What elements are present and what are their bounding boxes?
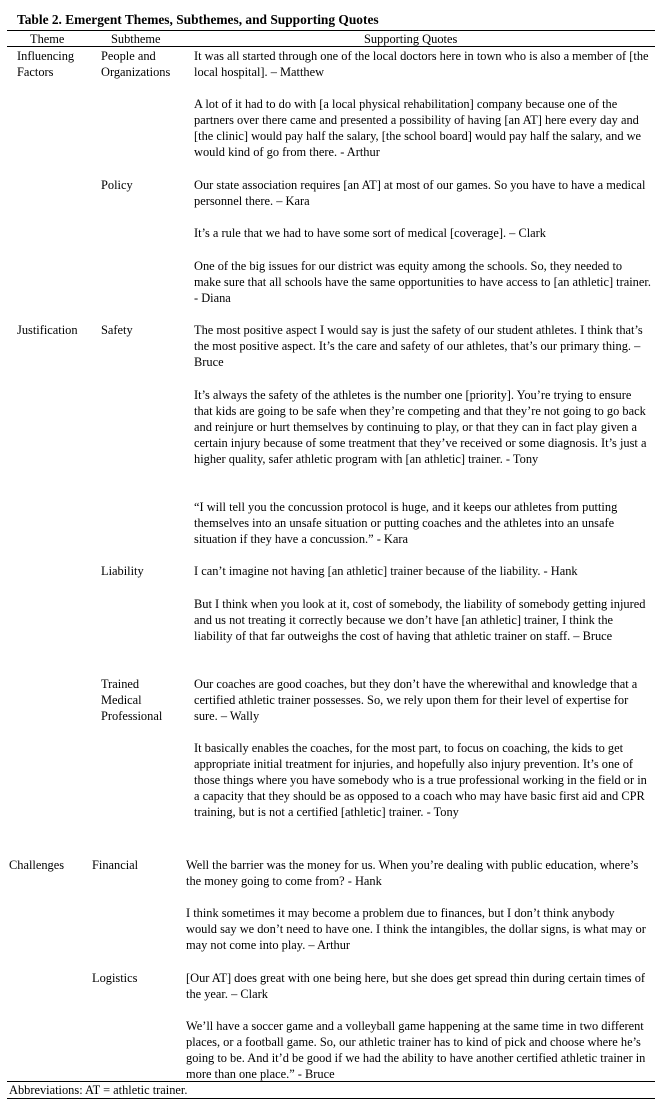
subtheme-cell: People and Organizations: [101, 49, 171, 79]
quote-paragraph: The most positive aspect I would say is just the safety of our student athletes. I think that’s the most positive aspect. It’s the care and safety of our athletes, that’s our primary thing. – Bruce: [194, 323, 643, 369]
header-bottom-rule: [7, 46, 655, 47]
subtheme-cell: Policy: [101, 178, 133, 192]
table-bottom-rule: [7, 1081, 655, 1082]
quote-paragraph: Our state association requires [an AT] at most of our games. So you have to have a medical personnel there. – Kara: [194, 178, 646, 208]
quote-paragraph: Our coaches are good coaches, but they don’t have the wherewithal and knowledge that a certified athletic trainer possesses. So, we rely upon them for their level of expertise for sure. – Wally: [194, 677, 638, 723]
quote-paragraph: “I will tell you the concussion protocol is huge, and it keeps our athletes from putting themselves into an unsafe situation or putting coaches and the athletes into an unsafe situation if they have a concussion.” - Kara: [194, 500, 618, 546]
quote-paragraph: [Our AT] does great with one being here, but she does get spread thin during certain times of the year. – Clark: [186, 971, 646, 1001]
table-top-rule: [7, 30, 655, 31]
quote-paragraph: One of the big issues for our district was equity among the schools. So, they needed to make sure that all schools have the same opportunities to have access to [an athletic] trainer. - Diana: [194, 259, 651, 305]
quote-paragraph: It was all started through one of the local doctors here in town who is also a member of [the local hospital]. – Matthew: [194, 49, 649, 79]
theme-cell: Challenges: [9, 858, 65, 872]
quote-paragraph: But I think when you look at it, cost of somebody, the liability of somebody getting injured and us not treating it correctly because we don’t have [an athletic] trainer, I think the liability of that far outweighs the cost of having that athletic trainer on staff. – Bruce: [194, 597, 646, 643]
header-theme: Theme: [30, 32, 65, 46]
subtheme-cell: Liability: [101, 564, 144, 578]
quote-paragraph: It’s always the safety of the athletes is the number one [priority]. You’re trying to ensure that kids are going to be safe when they’re competing and that they’re not going to go back and reinjure or hurt themselves by continuing to play, or that they can in fact play given a certain injury because of some treatment that they’ve received or some diagnosis. It’s just a higher quality, safer athletic program with [an athletic] trainer. - Tony: [194, 388, 647, 466]
subtheme-cell: Logistics: [92, 971, 138, 985]
table-title: Table 2. Emergent Themes, Subthemes, and Supporting Quotes: [17, 12, 379, 27]
quote-paragraph: We’ll have a soccer game and a volleyball game happening at the same time in two different places, or a football game. So, our athletic trainer has to kind of pick and choose where he’s going to be. And it’d be good if we had the ability to have another certified athletic trainer in more than one place.” - Bruce: [186, 1019, 646, 1081]
theme-cell: Influencing Factors: [17, 49, 75, 79]
quote-paragraph: I think sometimes it may become a problem due to finances, but I don’t think anybody would say we don’t need to have one. I think the intangibles, the dollar signs, is what may or may not come into play. – Arthur: [186, 906, 646, 952]
quote-paragraph: It’s a rule that we had to have some sort of medical [coverage]. – Clark: [194, 226, 546, 240]
header-supporting-quotes: Supporting Quotes: [364, 32, 458, 46]
subtheme-cell: Trained Medical Professional: [101, 677, 163, 723]
table-footnote: Abbreviations: AT = athletic trainer.: [9, 1083, 188, 1097]
theme-cell: Justification: [17, 323, 78, 337]
header-subtheme: Subtheme: [111, 32, 161, 46]
quote-paragraph: It basically enables the coaches, for the most part, to focus on coaching, the kids to get appropriate initial treatment for injuries, and hopefully also injury prevention. It’s one of those things where you have somebody who is a true professional working in the field or in a capacity that they should be as opposed to a coach who may have basic first aid and CPR training, but is not a certified [athletic] trainer. - Tony: [194, 741, 647, 819]
quote-paragraph: Well the barrier was the money for us. When you’re dealing with public education, where’s the money going to come from? - Hank: [186, 858, 639, 888]
quote-paragraph: A lot of it had to do with [a local physical rehabilitation] company because one of the partners over there came and presented a possibility of having [an AT] here every day and [the clinic] would pay half the salary, [the school board] would pay half the salary, and we would kind of go from there. - Arthur: [194, 97, 642, 159]
subtheme-cell: Safety: [101, 323, 133, 337]
subtheme-cell: Financial: [92, 858, 139, 872]
footnote-bottom-rule: [7, 1098, 655, 1099]
quote-paragraph: I can’t imagine not having [an athletic] trainer because of the liability. - Hank: [194, 564, 578, 578]
